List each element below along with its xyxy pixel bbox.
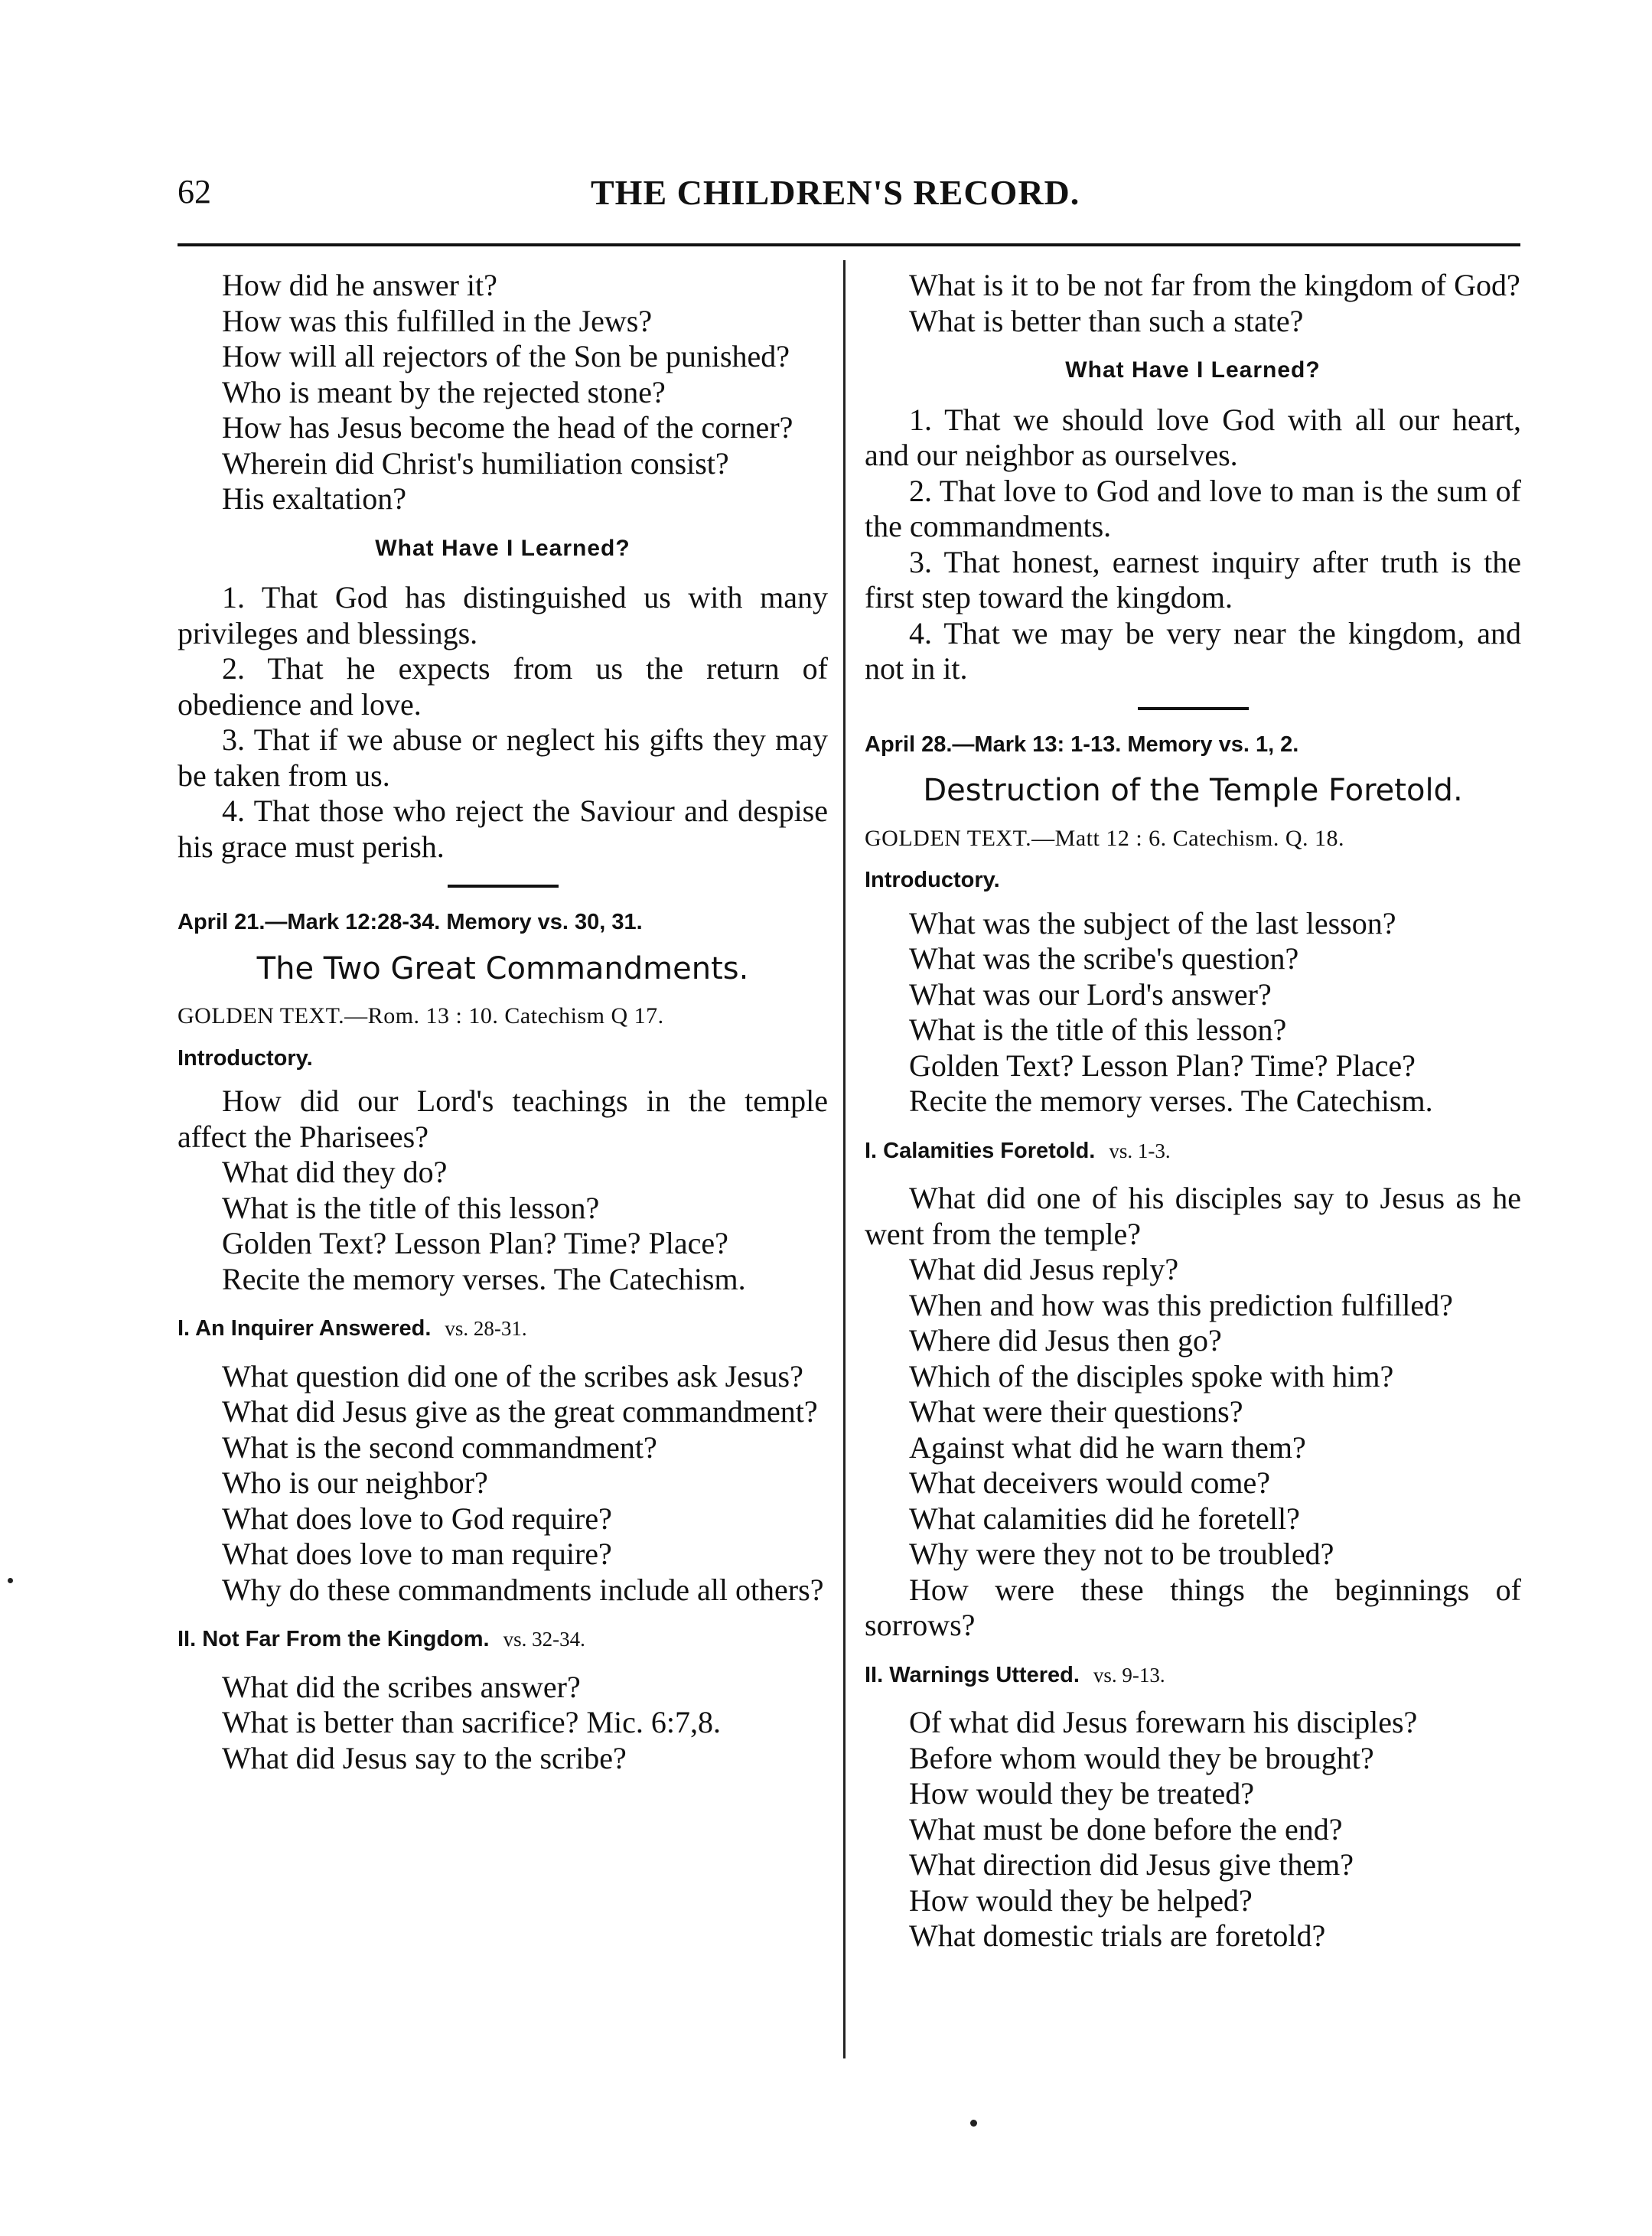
learned-item: 1. That we should love God with all our heart, and our neighbor as ourselves. [865,402,1521,472]
section-questions [178,1670,828,1777]
question: Golden Text? Lesson Plan? Time? Place? [222,1226,728,1260]
question: What did Jesus give as the great commandment? [222,1394,818,1429]
introductory-questions [178,1084,828,1297]
question: What is it to be not far from the kingdom of God? [909,268,1520,302]
learned-list [178,580,828,865]
page-header [178,172,1517,226]
section-heading [178,1311,828,1347]
section-verses: vs. 28-31. [445,1317,527,1340]
section-heading [865,1133,1521,1169]
learned-heading: What Have I Learned? [1065,357,1321,383]
section-questions [178,1359,828,1609]
learned-heading: What Have I Learned? [375,535,630,561]
section-heading [865,1657,1521,1693]
ink-speck [8,1578,13,1583]
introductory-questions [865,906,1521,1120]
question: What direction did Jesus give them? [909,1847,1354,1882]
section-heading [178,1622,828,1657]
learned-item: 3. That honest, earnest inquiry after truth is the first step toward the kingdom. [865,544,1521,614]
question: Against what did he warn them? [909,1429,1306,1465]
right-column [865,268,1521,1954]
question: What question did one of the scribes ask Jesus? [222,1358,803,1393]
question: Who is meant by the rejected stone? [222,374,666,409]
section-rule [448,885,559,888]
lesson-reference: April 21.—Mark 12:28-34. Memory vs. 30, 31. [178,910,643,934]
question: Golden Text? Lesson Plan? Time? Place? [909,1048,1416,1083]
question: What must be done before the end? [909,1811,1343,1846]
question: Of what did Jesus forewarn his disciples? [909,1705,1418,1739]
question: What were their questions? [909,1394,1243,1429]
section-title: I. An Inquirer Answered. [178,1316,432,1341]
question: Recite the memory verses. The Catechism. [909,1084,1433,1118]
question: When and how was this prediction fulfilled? [909,1287,1453,1322]
question: What is better than sacrifice? Mic. 6:7,8. [222,1705,721,1739]
running-title: THE CHILDREN'S RECORD. [591,173,1080,212]
section-questions [865,1705,1521,1954]
left-top-questions [178,268,828,517]
question: What does love to God require? [222,1501,612,1536]
header-rule [178,243,1520,246]
introductory-label: Introductory. [178,1045,313,1071]
section-title: II. Warnings Uttered. [865,1662,1080,1687]
learned-item: 2. That he expects from us the return of obedience and love. [178,651,828,722]
learned-item: 4. That we may be very near the kingdom, and not in it. [865,615,1521,686]
question: What was the subject of the last lesson? [909,905,1396,940]
section-verses: vs. 1-3. [1109,1139,1171,1162]
question: What did the scribes answer? [222,1669,581,1704]
question: What is the title of this lesson? [909,1012,1287,1047]
page-number: 62 [178,173,211,210]
introductory-label: Introductory. [865,868,1000,892]
learned-list [865,403,1521,687]
question: How did he answer it? [222,268,497,302]
question: How was this fulfilled in the Jews? [222,303,653,338]
question: What is better than such a state? [909,303,1304,338]
question: What was our Lord's answer? [909,976,1272,1012]
question: Who is our neighbor? [222,1465,488,1500]
learned-item: 4. That those who reject the Saviour and despise his grace must perish. [178,794,828,864]
lesson-title: The Two Great Commandments. [256,950,749,986]
section-title: II. Not Far From the Kingdom. [178,1627,490,1651]
left-column [178,268,828,1776]
question: What did they do? [222,1155,448,1189]
lesson-title: Destruction of the Temple Foretold. [923,773,1463,808]
section-verses: vs. 9-13. [1093,1663,1165,1687]
section-verses: vs. 32-34. [503,1628,585,1651]
question: Where did Jesus then go? [909,1323,1222,1358]
question: What did Jesus reply? [909,1252,1179,1286]
learned-item: 2. That love to God and love to man is the sum of the commandments. [865,473,1521,543]
question: What calamities did he foretell? [909,1501,1300,1536]
question: How would they be treated? [909,1776,1254,1811]
question: What did Jesus say to the scribe? [222,1740,627,1775]
question: What did one of his disciples say to Jesus as he went from the temple? [865,1181,1521,1251]
question: What does love to man require? [222,1537,612,1571]
question: Wherein did Christ's humiliation consist? [222,445,729,481]
question: What is the title of this lesson? [222,1190,600,1225]
question: Which of the disciples spoke with him? [909,1358,1394,1393]
question: Before whom would they be brought? [909,1740,1374,1775]
question: Recite the memory verses. The Catechism. [222,1261,746,1296]
question: How did our Lord's teachings in the temple affect the Pharisees? [178,1084,828,1154]
question: What was the scribe's question? [909,941,1299,976]
question: What is the second commandment? [222,1429,657,1465]
lesson-reference: April 28.—Mark 13: 1-13. Memory vs. 1, 2. [865,732,1299,757]
section-title: I. Calamities Foretold. [865,1138,1096,1163]
question: His exaltation? [222,481,407,516]
question: Why do these commandments include all others? [222,1572,824,1607]
question: What deceivers would come? [909,1465,1271,1500]
question: Why were they not to be troubled? [909,1537,1334,1571]
question: What domestic trials are foretold? [909,1918,1326,1953]
question: How has Jesus become the head of the corner? [222,410,793,445]
question: How would they be helped? [909,1882,1253,1918]
learned-item: 3. That if we abuse or neglect his gifts they may be taken from us. [178,722,828,793]
golden-text: GOLDEN TEXT.—Rom. 13 : 10. Catechism Q 17. [178,1003,664,1028]
right-top-questions [865,268,1521,339]
column-divider [843,260,846,2058]
learned-item: 1. That God has distinguished us with many privileges and blessings. [178,580,828,650]
question: How were these things the beginnings of sorrows? [865,1572,1521,1642]
golden-text: GOLDEN TEXT.—Matt 12 : 6. Catechism. Q. 18. [865,825,1344,851]
section-rule [1138,707,1249,710]
question: How will all rejectors of the Son be punished? [222,339,790,373]
section-questions [865,1181,1521,1644]
ink-speck [970,2120,977,2127]
